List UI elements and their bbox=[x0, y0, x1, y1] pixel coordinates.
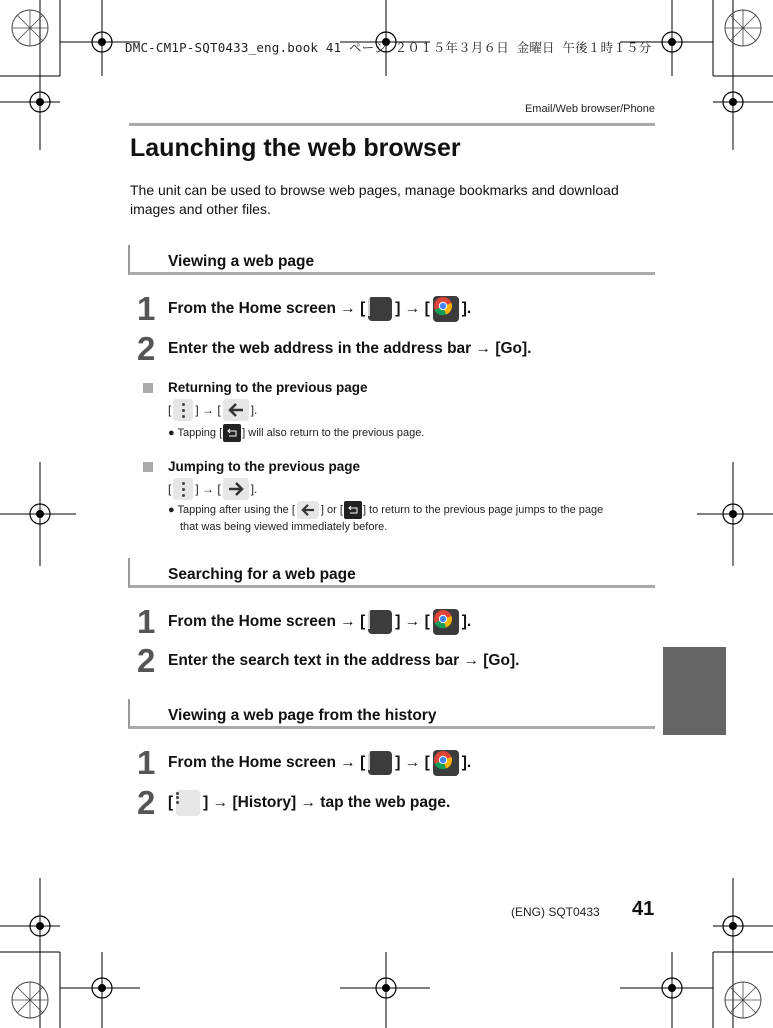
step-number: 1 bbox=[137, 290, 156, 327]
square-bullet bbox=[143, 462, 153, 472]
bracket: ] bbox=[395, 300, 401, 317]
step-number: 1 bbox=[137, 744, 156, 781]
note-title: Jumping to the previous page bbox=[168, 459, 361, 474]
bullet-text: ] will also return to the previous page. bbox=[242, 427, 425, 439]
menu-dots-icon bbox=[173, 478, 193, 500]
bracket: ] bbox=[195, 403, 199, 417]
note-returning bbox=[143, 380, 424, 442]
step-number: 1 bbox=[137, 603, 156, 640]
step-text: Enter the search text in the address bar → [Go]. bbox=[168, 652, 520, 669]
arrow: → bbox=[202, 482, 215, 496]
arrow: → bbox=[340, 754, 356, 771]
step-number: 2 bbox=[137, 784, 156, 821]
page-number: 41 bbox=[632, 898, 655, 920]
bracket: ] bbox=[203, 794, 209, 811]
bullet-text: ● Tapping after using the [ bbox=[168, 504, 295, 516]
step-2-open-history bbox=[137, 786, 450, 820]
bracket: [ bbox=[217, 403, 221, 417]
section-header-history bbox=[128, 699, 655, 729]
bullet-text: ] to return to the previous page jumps to the page bbox=[362, 504, 604, 516]
menu-dots-icon bbox=[173, 399, 193, 421]
bracket: ] bbox=[195, 482, 199, 496]
bullet-text: that was being viewed immediately before. bbox=[180, 521, 388, 533]
step-text: → [History] → tap the web page. bbox=[212, 794, 451, 811]
apps-grid-icon bbox=[368, 297, 392, 321]
step-1-open-browser bbox=[137, 292, 471, 326]
step-text: From the Home screen bbox=[168, 613, 336, 630]
forward-arrow-icon bbox=[223, 478, 249, 500]
arrow: → bbox=[404, 754, 421, 771]
bracket: ]. bbox=[250, 403, 258, 417]
back-key-icon bbox=[223, 424, 241, 442]
bracket: [ bbox=[168, 482, 172, 496]
chrome-icon bbox=[433, 750, 459, 776]
section-header-searching bbox=[128, 558, 655, 588]
bracket: [ bbox=[360, 613, 366, 630]
note-title: Returning to the previous page bbox=[168, 380, 368, 395]
back-arrow-icon bbox=[297, 501, 319, 519]
bracket: ] bbox=[395, 754, 401, 771]
chrome-icon bbox=[433, 609, 459, 635]
step-text: Enter the web address in the address bar → [Go]. bbox=[168, 340, 532, 357]
step-1-open-browser bbox=[137, 746, 471, 780]
bracket: ] bbox=[395, 613, 401, 630]
back-key-icon bbox=[344, 501, 362, 519]
arrow: → bbox=[404, 300, 421, 317]
bracket: [ bbox=[424, 754, 430, 771]
section-label: Searching for a web page bbox=[168, 566, 356, 583]
chrome-icon bbox=[433, 296, 459, 322]
arrow: → bbox=[404, 613, 421, 630]
apps-grid-icon bbox=[368, 751, 392, 775]
menu-dots-icon bbox=[176, 790, 200, 816]
section-header-viewing bbox=[128, 245, 655, 275]
bracket: ]. bbox=[461, 754, 472, 771]
step-text: From the Home screen bbox=[168, 300, 336, 317]
chapter-side-tab bbox=[663, 647, 726, 735]
bracket: ]. bbox=[461, 613, 472, 630]
back-arrow-icon bbox=[223, 399, 249, 421]
step-number: 2 bbox=[137, 330, 156, 367]
bracket: [ bbox=[168, 794, 174, 811]
note-jumping bbox=[143, 459, 603, 535]
step-number: 2 bbox=[137, 642, 156, 679]
bracket: [ bbox=[168, 403, 172, 417]
section-label: Viewing a web page bbox=[168, 253, 315, 270]
bracket: ]. bbox=[461, 300, 472, 317]
step-2-enter-address bbox=[137, 332, 531, 366]
step-1-open-browser bbox=[137, 605, 471, 639]
bracket: [ bbox=[217, 482, 221, 496]
arrow: → bbox=[340, 613, 356, 630]
step-2-enter-search bbox=[137, 644, 519, 678]
apps-grid-icon bbox=[368, 610, 392, 634]
bracket: [ bbox=[424, 300, 430, 317]
bracket: [ bbox=[360, 300, 366, 317]
breadcrumb: Email/Web browser/Phone bbox=[524, 103, 655, 115]
bracket: ]. bbox=[250, 482, 258, 496]
bracket: [ bbox=[424, 613, 430, 630]
section-label: Viewing a web page from the history bbox=[168, 707, 437, 724]
header-rule bbox=[129, 123, 655, 126]
arrow: → bbox=[202, 403, 215, 417]
bracket: [ bbox=[360, 754, 366, 771]
arrow: → bbox=[340, 300, 356, 317]
bullet-text: ] or [ bbox=[320, 504, 343, 516]
step-text: From the Home screen bbox=[168, 754, 336, 771]
footer-code: (ENG) SQT0433 bbox=[511, 905, 600, 919]
square-bullet bbox=[143, 383, 153, 393]
bullet-text: ● Tapping [ bbox=[168, 427, 223, 439]
print-info-line: DMC-CM1P-SQT0433_eng.book 41 ページ ２０１５年３月６日 金曜日 午後１時１５分 bbox=[125, 40, 652, 55]
page-title: Launching the web browser bbox=[130, 134, 461, 162]
intro-text: The unit can be used to browse web pages, manage bookmarks and download images and other files. bbox=[130, 182, 619, 217]
